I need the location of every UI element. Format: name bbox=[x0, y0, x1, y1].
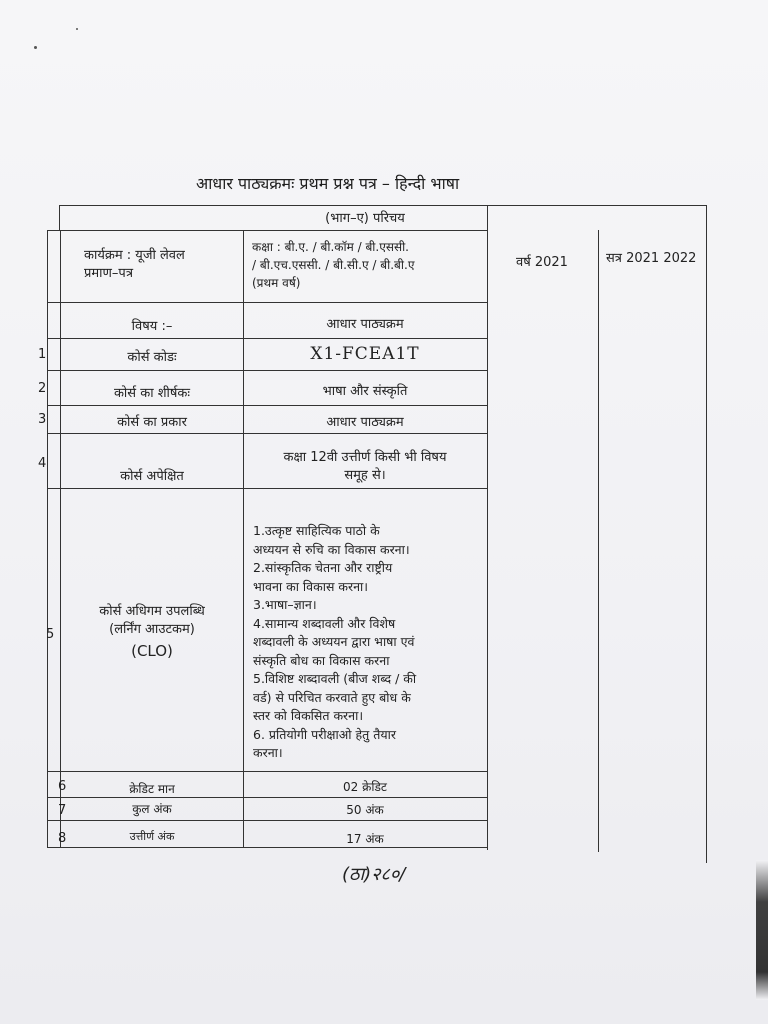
class-text: कक्षा : बी.ए. / बी.कॉम / बी.एससी. / बी.एच.एससी. / बी.सी.ए / बी.बी.ए (प्रथम वर्ष) bbox=[252, 240, 415, 290]
subject-label: विषय :– bbox=[131, 319, 173, 334]
clo-line: 5.विशिष्ट शब्दावली (बीज शब्द / की bbox=[253, 671, 417, 686]
year-text: वर्ष 2021 bbox=[516, 255, 568, 270]
speck bbox=[76, 28, 78, 30]
row-number: 8 bbox=[58, 831, 67, 846]
clo-line: 6. प्रतियोगी परीक्षाओ हेतु तैयार bbox=[253, 726, 396, 742]
row-label: कोर्स का प्रकार bbox=[117, 415, 187, 430]
clo-line: करना। bbox=[253, 745, 283, 760]
row-label: कोर्स कोडः bbox=[127, 350, 177, 365]
clo-line: 2.सांस्कृतिक चेतना और राष्ट्रीय bbox=[253, 560, 393, 575]
clo-line: शब्दावली के अध्ययन द्वारा भाषा एवं bbox=[253, 634, 415, 649]
row-number: 3 bbox=[38, 412, 47, 427]
clo-line: 1.उत्कृष्ट साहित्यिक पाठो के bbox=[253, 523, 380, 538]
row-value: 50 अंक bbox=[346, 803, 384, 817]
document-title: आधार पाठ्यक्रमः प्रथम प्रश्न पत्र – हिन्दी भाषा bbox=[196, 174, 460, 193]
row-label: क्रेडिट मान bbox=[129, 782, 175, 796]
clo-line: 4.सामान्य शब्दावली और विशेष bbox=[253, 615, 396, 631]
clo-line: वर्ड) से परिचित करवाते हुए बोध के bbox=[253, 689, 411, 705]
program-label: कार्यक्रम : यूजी लेवल प्रमाण–पत्र bbox=[84, 248, 185, 281]
course-code: X1-FCEA1T bbox=[310, 344, 420, 364]
row-number: 2 bbox=[38, 381, 47, 396]
clo-line: 3.भाषा–ज्ञान। bbox=[253, 597, 317, 612]
session-text: सत्र 2021 2022 bbox=[606, 251, 697, 266]
row-value: कक्षा 12वी उत्तीर्ण किसी भी विषय समूह से। bbox=[283, 450, 447, 483]
row-value: 02 क्रेडिट bbox=[343, 780, 387, 794]
clo-line: अध्ययन से रुचि का विकास करना। bbox=[253, 541, 410, 557]
row-label: कोर्स का शीर्षकः bbox=[113, 386, 191, 401]
edge-shadow bbox=[756, 860, 768, 1000]
row-value: आधार पाठ्यक्रम bbox=[326, 415, 404, 430]
row-number: 1 bbox=[38, 347, 47, 362]
clo-outcomes-list bbox=[253, 522, 485, 763]
row-number: 6 bbox=[58, 779, 67, 794]
clo-line: संस्कृति बोध का विकास करना bbox=[253, 652, 390, 668]
row-number: 4 bbox=[38, 456, 47, 471]
row-value: 17 अंक bbox=[346, 832, 384, 846]
subject-value: आधार पाठ्यक्रम bbox=[326, 317, 404, 332]
speck bbox=[34, 46, 37, 49]
section-heading: (भाग–ए) परिचय bbox=[325, 211, 405, 226]
row-label: कोर्स अधिगम उपलब्धि (लर्निंग आउटकम) bbox=[99, 604, 205, 637]
row-number: 7 bbox=[58, 803, 67, 818]
clo-abbr: (CLO) bbox=[131, 642, 173, 660]
clo-line: भावना का विकास करना। bbox=[253, 578, 369, 594]
row-label: कुल अंक bbox=[132, 802, 172, 816]
row-label: कोर्स अपेक्षित bbox=[120, 469, 184, 484]
row-number: 5 bbox=[46, 627, 55, 642]
row-value: भाषा और संस्कृति bbox=[322, 384, 408, 399]
handwritten-mark: (ठा)२८०/ bbox=[342, 864, 406, 885]
row-label: उत्तीर्ण अंक bbox=[129, 830, 175, 843]
clo-line: स्तर को विकसित करना। bbox=[253, 708, 364, 723]
